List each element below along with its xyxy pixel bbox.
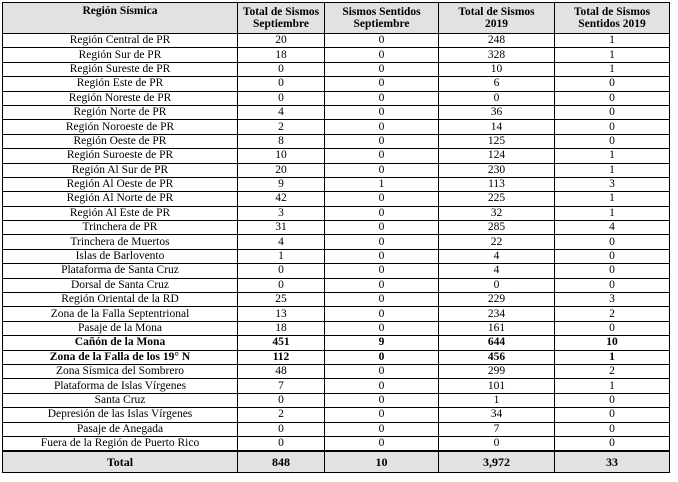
- total-2019-cell: 10: [439, 62, 555, 76]
- felt-september-cell: 0: [325, 149, 439, 163]
- total-2019-cell: 4: [439, 264, 555, 278]
- table-row: [3, 91, 670, 105]
- header-region: [3, 3, 238, 34]
- table-row: [3, 336, 670, 350]
- felt-september-cell: 0: [325, 321, 439, 335]
- total-2019-cell: 0: [439, 436, 555, 451]
- felt-2019-sum: 33: [555, 451, 670, 473]
- region-cell: Dorsal de Santa Cruz: [3, 278, 238, 292]
- felt-2019-cell: 1: [555, 379, 670, 393]
- total-2019-cell: 101: [439, 379, 555, 393]
- header-felt-2019: [555, 3, 670, 34]
- felt-september-cell: 0: [325, 364, 439, 378]
- felt-2019-cell: 0: [555, 77, 670, 91]
- felt-2019-cell: 0: [555, 278, 670, 292]
- total-2019-cell: 113: [439, 177, 555, 191]
- table-row: [3, 436, 670, 451]
- total-row: [3, 451, 670, 473]
- felt-2019-cell: 0: [555, 134, 670, 148]
- table-row: [3, 278, 670, 292]
- table-row: [3, 422, 670, 436]
- felt-september-cell: 0: [325, 408, 439, 422]
- felt-september-cell: 0: [325, 134, 439, 148]
- felt-september-cell: 1: [325, 177, 439, 191]
- total-2019-cell: 32: [439, 206, 555, 220]
- table-row: [3, 364, 670, 378]
- table-row: [3, 379, 670, 393]
- region-cell: Región Sur de PR: [3, 48, 238, 62]
- felt-september-cell: 0: [325, 307, 439, 321]
- felt-september-cell: 9: [325, 336, 439, 350]
- felt-2019-cell: 0: [555, 105, 670, 119]
- felt-2019-cell: 10: [555, 336, 670, 350]
- region-cell: Plataforma de Islas Vírgenes: [3, 379, 238, 393]
- felt-september-cell: 0: [325, 192, 439, 206]
- felt-2019-cell: 1: [555, 163, 670, 177]
- total-september-cell: 3: [238, 206, 325, 220]
- region-cell: Trinchera de PR: [3, 221, 238, 235]
- table-row: [3, 163, 670, 177]
- region-cell: Región Noroeste de PR: [3, 120, 238, 134]
- total-2019-cell: 125: [439, 134, 555, 148]
- total-september-cell: 31: [238, 221, 325, 235]
- total-label: Total: [3, 451, 238, 473]
- region-cell: Santa Cruz: [3, 393, 238, 407]
- felt-2019-cell: 1: [555, 350, 670, 364]
- region-cell: Depresión de las Islas Vírgenes: [3, 408, 238, 422]
- table-body: [3, 34, 670, 452]
- total-september-cell: 0: [238, 62, 325, 76]
- seismic-regions-table: [2, 2, 670, 473]
- header-line2: Sentidos 2019: [578, 18, 646, 30]
- total-september-cell: 0: [238, 393, 325, 407]
- header-region-line1: Región Sísmica: [82, 5, 158, 17]
- table-row: [3, 350, 670, 364]
- table-row: [3, 48, 670, 62]
- felt-september-cell: 0: [325, 206, 439, 220]
- region-cell: Región Este de PR: [3, 77, 238, 91]
- total-2019-cell: 36: [439, 105, 555, 119]
- total-2019-cell: 328: [439, 48, 555, 62]
- table-row: [3, 149, 670, 163]
- total-2019-cell: 0: [439, 278, 555, 292]
- region-cell: Región Al Oeste de PR: [3, 177, 238, 191]
- total-september-cell: 13: [238, 307, 325, 321]
- total-2019-cell: 124: [439, 149, 555, 163]
- region-cell: Región Al Norte de PR: [3, 192, 238, 206]
- table-row: [3, 249, 670, 263]
- felt-2019-cell: 1: [555, 48, 670, 62]
- felt-2019-cell: 0: [555, 264, 670, 278]
- table-row: [3, 134, 670, 148]
- total-september-cell: 48: [238, 364, 325, 378]
- table-row: [3, 177, 670, 191]
- header-total-september: [238, 3, 325, 34]
- felt-2019-cell: 0: [555, 408, 670, 422]
- region-cell: Zona de la Falla Septentrional: [3, 307, 238, 321]
- felt-september-cell: 0: [325, 436, 439, 451]
- felt-2019-cell: 1: [555, 206, 670, 220]
- total-september-cell: 42: [238, 192, 325, 206]
- felt-2019-cell: 3: [555, 293, 670, 307]
- total-september-cell: 2: [238, 120, 325, 134]
- table-footer: [3, 451, 670, 473]
- felt-september-cell: 0: [325, 120, 439, 134]
- felt-september-cell: 0: [325, 34, 439, 48]
- table-row: [3, 408, 670, 422]
- felt-2019-cell: 0: [555, 249, 670, 263]
- total-2019-sum: 3,972: [439, 451, 555, 473]
- region-cell: Zona de la Falla de los 19° N: [3, 350, 238, 364]
- total-september-cell: 112: [238, 350, 325, 364]
- total-september-cell: 0: [238, 77, 325, 91]
- total-2019-cell: 644: [439, 336, 555, 350]
- total-2019-cell: 161: [439, 321, 555, 335]
- region-cell: Región Al Este de PR: [3, 206, 238, 220]
- total-september-cell: 0: [238, 422, 325, 436]
- total-2019-cell: 1: [439, 393, 555, 407]
- region-cell: Fuera de la Región de Puerto Rico: [3, 436, 238, 451]
- felt-september-cell: 0: [325, 379, 439, 393]
- felt-september-cell: 0: [325, 105, 439, 119]
- region-cell: Región Oeste de PR: [3, 134, 238, 148]
- felt-2019-cell: 2: [555, 307, 670, 321]
- total-september-cell: 10: [238, 149, 325, 163]
- table-row: [3, 120, 670, 134]
- table-row: [3, 264, 670, 278]
- total-2019-cell: 225: [439, 192, 555, 206]
- felt-2019-cell: 1: [555, 34, 670, 48]
- total-2019-cell: 285: [439, 221, 555, 235]
- felt-september-cell: 0: [325, 249, 439, 263]
- region-cell: Región Al Sur de PR: [3, 163, 238, 177]
- region-cell: Región Oriental de la RD: [3, 293, 238, 307]
- total-september-cell: 20: [238, 163, 325, 177]
- felt-september-cell: 0: [325, 235, 439, 249]
- total-september-cell: 8: [238, 134, 325, 148]
- felt-2019-cell: 1: [555, 192, 670, 206]
- total-september-cell: 451: [238, 336, 325, 350]
- total-2019-cell: 7: [439, 422, 555, 436]
- total-september-cell: 0: [238, 436, 325, 451]
- region-cell: Pasaje de Anegada: [3, 422, 238, 436]
- felt-2019-cell: 0: [555, 235, 670, 249]
- felt-september-cell: 0: [325, 48, 439, 62]
- table-row: [3, 235, 670, 249]
- total-september-cell: 0: [238, 278, 325, 292]
- header-line2: Septiembre: [252, 18, 309, 30]
- table-row: [3, 321, 670, 335]
- total-september-cell: 25: [238, 293, 325, 307]
- felt-september-cell: 0: [325, 163, 439, 177]
- total-september-cell: 1: [238, 249, 325, 263]
- total-september-cell: 18: [238, 321, 325, 335]
- total-2019-cell: 6: [439, 77, 555, 91]
- felt-2019-cell: 4: [555, 221, 670, 235]
- felt-2019-cell: 0: [555, 422, 670, 436]
- header-line1: Total de Sismos: [573, 5, 651, 18]
- total-2019-cell: 230: [439, 163, 555, 177]
- total-september-cell: 4: [238, 105, 325, 119]
- total-september-cell: 2: [238, 408, 325, 422]
- table-row: [3, 62, 670, 76]
- table-row: [3, 307, 670, 321]
- felt-september-cell: 0: [325, 62, 439, 76]
- region-cell: Pasaje de la Mona: [3, 321, 238, 335]
- total-2019-cell: 14: [439, 120, 555, 134]
- header-line2: 2019: [485, 18, 508, 30]
- header-line2: Septiembre: [353, 18, 410, 30]
- felt-2019-cell: 0: [555, 91, 670, 105]
- felt-september-cell: 0: [325, 264, 439, 278]
- table-header: [3, 3, 670, 34]
- felt-2019-cell: 1: [555, 62, 670, 76]
- felt-2019-cell: 0: [555, 321, 670, 335]
- felt-september-cell: 0: [325, 422, 439, 436]
- total-september-cell: 4: [238, 235, 325, 249]
- region-cell: Trinchera de Muertos: [3, 235, 238, 249]
- total-september-cell: 0: [238, 264, 325, 278]
- table-row: [3, 293, 670, 307]
- header-felt-september: [325, 3, 439, 34]
- region-cell: Islas de Barlovento: [3, 249, 238, 263]
- total-2019-cell: 34: [439, 408, 555, 422]
- felt-2019-cell: 1: [555, 149, 670, 163]
- header-line1: Total de Sismos: [458, 5, 535, 18]
- header-line1: Sismos Sentidos: [342, 5, 421, 18]
- felt-2019-cell: 0: [555, 436, 670, 451]
- total-september-cell: 18: [238, 48, 325, 62]
- total-september-cell: 9: [238, 177, 325, 191]
- header-row: [3, 3, 670, 34]
- felt-september-cell: 0: [325, 77, 439, 91]
- total-2019-cell: 0: [439, 91, 555, 105]
- region-cell: Región Sureste de PR: [3, 62, 238, 76]
- table-row: [3, 34, 670, 48]
- felt-2019-cell: 3: [555, 177, 670, 191]
- region-cell: Cañón de la Mona: [3, 336, 238, 350]
- table-row: [3, 221, 670, 235]
- total-2019-cell: 234: [439, 307, 555, 321]
- region-cell: Zona Sísmica del Sombrero: [3, 364, 238, 378]
- felt-2019-cell: 2: [555, 364, 670, 378]
- felt-2019-cell: 0: [555, 120, 670, 134]
- total-2019-cell: 4: [439, 249, 555, 263]
- seismic-table-page: [2, 2, 669, 473]
- total-2019-cell: 22: [439, 235, 555, 249]
- header-line1: Total de Sismos: [242, 5, 320, 18]
- felt-september-cell: 0: [325, 221, 439, 235]
- felt-september-cell: 0: [325, 393, 439, 407]
- total-september-cell: 7: [238, 379, 325, 393]
- felt-september-cell: 0: [325, 293, 439, 307]
- total-2019-cell: 248: [439, 34, 555, 48]
- total-september-cell: 20: [238, 34, 325, 48]
- region-cell: Plataforma de Santa Cruz: [3, 264, 238, 278]
- total-september-cell: 0: [238, 91, 325, 105]
- region-cell: Región Norte de PR: [3, 105, 238, 119]
- table-row: [3, 206, 670, 220]
- table-row: [3, 393, 670, 407]
- total-2019-cell: 299: [439, 364, 555, 378]
- total-2019-cell: 456: [439, 350, 555, 364]
- total-2019-cell: 229: [439, 293, 555, 307]
- felt-2019-cell: 0: [555, 393, 670, 407]
- felt-september-cell: 0: [325, 91, 439, 105]
- header-total-2019: [439, 3, 555, 34]
- table-row: [3, 192, 670, 206]
- total-september-sum: 848: [238, 451, 325, 473]
- felt-september-cell: 0: [325, 350, 439, 364]
- felt-september-sum: 10: [325, 451, 439, 473]
- region-cell: Región Central de PR: [3, 34, 238, 48]
- region-cell: Región Suroeste de PR: [3, 149, 238, 163]
- table-row: [3, 105, 670, 119]
- felt-september-cell: 0: [325, 278, 439, 292]
- table-row: [3, 77, 670, 91]
- region-cell: Región Noreste de PR: [3, 91, 238, 105]
